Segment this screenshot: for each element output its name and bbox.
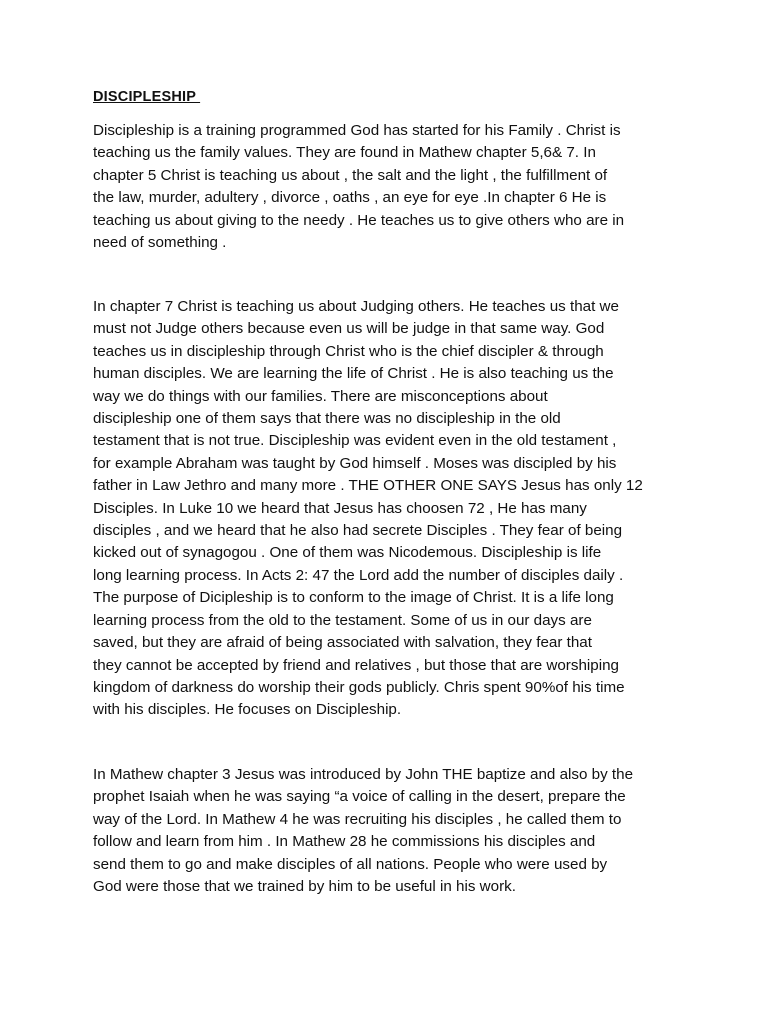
text-line: teaches us in discipleship through Christ who is the chief discipler & through	[93, 342, 604, 360]
text-line: The purpose of Dicipleship is to conform to the image of Christ. It is a life long	[93, 589, 614, 607]
text-line: kingdom of darkness do worship their gods publicly. Chris spent 90%of his time	[93, 678, 625, 696]
text-line: chapter 5 Christ is teaching us about , the salt and the light , the fulfillment of	[93, 166, 608, 184]
text-line: need of something .	[93, 234, 227, 252]
paragraph-1	[93, 120, 683, 254]
text-line: God were those that we trained by him to be useful in his work.	[93, 878, 516, 896]
text-line: Disciples. In Luke 10 we heard that Jesus has choosen 72 , He has many	[93, 499, 587, 517]
paragraph-3	[93, 764, 683, 898]
text-line: human disciples. We are learning the life of Christ . He is also teaching us the	[93, 365, 614, 383]
text-line: send them to go and make disciples of all nations. People who were used by	[93, 855, 608, 873]
document-title: DISCIPLESHIP	[93, 89, 201, 105]
text-line: must not Judge others because even us will be judge in that same way. God	[93, 320, 605, 338]
text-line: way of the Lord. In Mathew 4 he was recruiting his disciples , he called them to	[93, 810, 622, 828]
text-line: In chapter 7 Christ is teaching us about Judging others. He teaches us that we	[93, 298, 619, 315]
text-line: In Mathew chapter 3 Jesus was introduced by John THE baptize and also by the	[93, 766, 634, 783]
paragraph-2	[93, 296, 683, 722]
text-line: learning process from the old to the testament. Some of us in our days are	[93, 611, 592, 629]
text-line: Discipleship is a training programmed God has started for his Family . Christ is	[93, 122, 621, 139]
text-line: father in Law Jethro and many more . THE OTHER ONE SAYS Jesus has only 12	[93, 477, 643, 495]
text-line: for example Abraham was taught by God himself . Moses was discipled by his	[93, 454, 617, 472]
text-line: they cannot be accepted by friend and relatives , but those that are worshiping	[93, 656, 619, 674]
text-line: teaching us the family values. They are found in Mathew chapter 5,6& 7. In	[93, 144, 596, 162]
text-line: prophet Isaiah when he was saying “a voice of calling in the desert, prepare the	[93, 788, 626, 806]
text-line: discipleship one of them says that there was no discipleship in the old	[93, 410, 561, 428]
text-line: disciples , and we heard that he also had secrete Disciples . They fear of being	[93, 522, 623, 540]
text-line: the law, murder, adultery , divorce , oaths , an eye for eye .In chapter 6 He is	[93, 189, 607, 207]
text-line: testament that is not true. Discipleship was evident even in the old testament ,	[93, 432, 617, 450]
text-line: with his disciples. He focuses on Discipleship.	[93, 701, 402, 719]
text-line: teaching us about giving to the needy . He teaches us to give others who are in	[93, 211, 625, 229]
text-line: long learning process. In Acts 2: 47 the Lord add the number of disciples daily .	[93, 566, 624, 584]
text-line: saved, but they are afraid of being associated with salvation, they fear that	[93, 634, 592, 652]
text-line: follow and learn from him . In Mathew 28 he commissions his disciples and	[93, 833, 596, 851]
text-line: kicked out of synagogou . One of them was Nicodemous. Discipleship is life	[93, 544, 602, 562]
text-line: way we do things with our families. There are misconceptions about	[93, 387, 548, 405]
